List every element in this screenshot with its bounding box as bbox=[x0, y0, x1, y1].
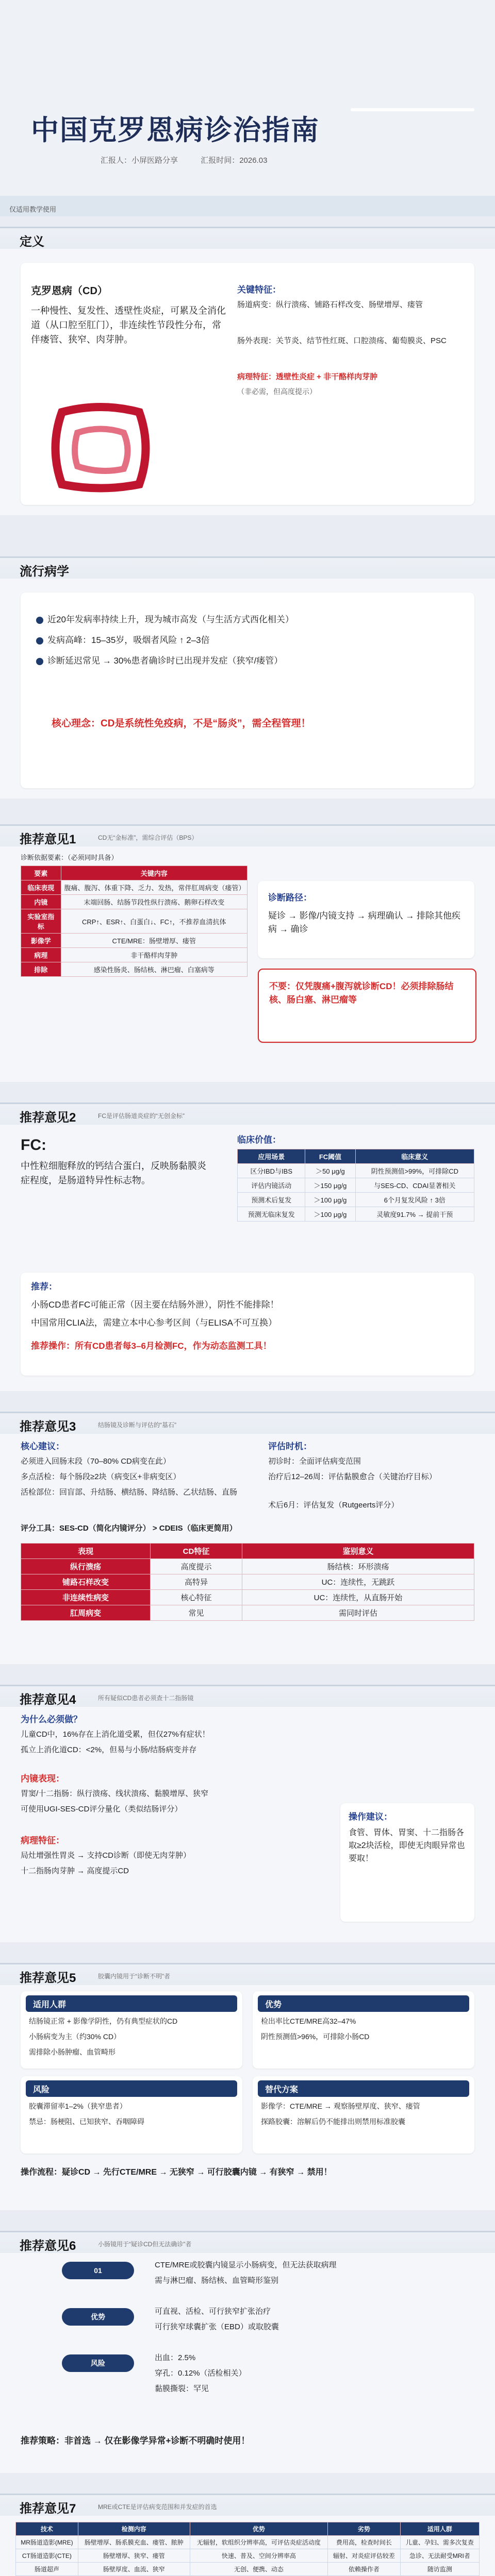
fc-label: FC: bbox=[21, 1137, 46, 1154]
section-subtitle: CD无“金标准”，需综合评估（BPS） bbox=[98, 834, 198, 841]
card-title: 优势 bbox=[258, 1995, 469, 2012]
diagnosis-table bbox=[21, 866, 248, 977]
warning-text: 不要：仅凭腹痛+腹泻就诊断CD！必须排除肠结核、肠白塞、淋巴瘤等 bbox=[269, 981, 454, 1005]
endo-1: 胃窦/十二指肠：纵行溃疡、线状溃疡、黏膜增厚、狭窄 bbox=[21, 1789, 209, 1798]
th-1: 关键内容 bbox=[61, 866, 247, 880]
section-rec2 bbox=[0, 1103, 495, 1391]
table-row: 实验室指标 CRP↑、ESR↑、白蛋白↓、FC↑，不推荐血清抗体 bbox=[21, 909, 248, 934]
section-subtitle: 结肠镜及诊断与评估的“基石” bbox=[98, 1421, 176, 1429]
table-row: 肛周病变 常见 需同时评估 bbox=[21, 1605, 474, 1621]
step-01: 01 bbox=[62, 2262, 134, 2279]
risk-2: 禁忌：肠梗阻、已知狭窄、吞咽障碍 bbox=[29, 2117, 144, 2126]
fc-table-title: 临床价值： bbox=[237, 1135, 281, 1145]
risk-1: 出血：2.5% bbox=[155, 2353, 196, 2362]
section-rec7 bbox=[0, 2494, 495, 2576]
indication-2: 需与淋巴瘤、肠结核、血管畸形鉴别 bbox=[155, 2276, 279, 2285]
card-title: 替代方案 bbox=[258, 2080, 469, 2097]
table-row: 内镜 末端回肠、结肠节段性纵行溃疡、鹅卵石样改变 bbox=[21, 895, 248, 909]
strength-1: 可直视、活检、可行狭窄扩张治疗 bbox=[155, 2307, 271, 2316]
path-title: 病理特征： bbox=[21, 1836, 64, 1845]
indication-2: 小肠病变为主（约30% CD） bbox=[29, 2032, 121, 2041]
card-advantages bbox=[253, 1991, 474, 2069]
epi-point-2: 发病高峰：15–35岁，吸烟者风险 ↑ 2–3倍 bbox=[36, 634, 210, 647]
core-3: 活检部位：回盲部、升结肠、横结肠、降结肠、乙状结肠、直肠 bbox=[21, 1488, 238, 1497]
tip-card bbox=[340, 1803, 474, 1922]
alternative-2: 探路胶囊：溶解后仍不能排出则禁用标准胶囊 bbox=[261, 2117, 405, 2126]
path-title: 诊断路径： bbox=[268, 893, 312, 903]
why-2: 孤立上消化道CD：<2%，但易与小肠/结肠病变并存 bbox=[21, 1745, 197, 1754]
section-title: 定义 bbox=[20, 235, 44, 249]
table-row: MR肠道造影(MRE) 肠壁增厚、肠系膜充血、瘘管、脓肿 无辐射，软组织分辨率高，可评估炎症活动度 费用高，检查时间长 儿童、孕妇、需多次复查 bbox=[16, 2536, 480, 2549]
endo-2: 可使用UGI-SES-CD评分量化（类似结肠评分） bbox=[21, 1805, 183, 1814]
fc-recs-card bbox=[21, 1273, 474, 1376]
path-1: 局灶增强性胃炎 → 支持CD诊断（即使无肉芽肿） bbox=[21, 1851, 191, 1860]
alternative-1: 影像学：CTE/MRE → 观察肠壁厚度、狭窄、瘘管 bbox=[261, 2102, 420, 2110]
section-subtitle: 小肠镜用于“疑诊CD但无法确诊”者 bbox=[98, 2241, 192, 2248]
table-title: 诊断依据要素：（必须同时具备） bbox=[21, 854, 118, 861]
why-title: 为什么必须做？ bbox=[21, 1715, 82, 1724]
table-row: 临床表现 腹痛、腹泻、体重下降、乏力、发热，常伴肛周病变（瘘管） bbox=[21, 880, 248, 895]
table-row: 肠道超声 肠壁厚度、血流、狭窄 无创、便携、动态 依赖操作者 随访监测 bbox=[16, 2563, 480, 2576]
indication-1: CTE/MRE或胶囊内镜显示小肠病变，但无法获取病理 bbox=[155, 2261, 337, 2269]
section-rec4 bbox=[0, 1685, 495, 1942]
section-subtitle: 所有疑似CD患者必须查十二指肠镜 bbox=[98, 1694, 194, 1702]
rec-3: 推荐操作：所有CD患者每3–6月检测FC，作为动态监测工具！ bbox=[31, 1341, 272, 1351]
rec-2: 中国常用CLIA法，需建立本中心参考区间（与ELISA不可互换） bbox=[31, 1318, 277, 1328]
table-row: 非连续性病变 核心特征 UC：连续性，从直肠开始 bbox=[21, 1590, 474, 1605]
feature-3-note: （非必需，但高度提示） bbox=[237, 387, 317, 396]
eval-3: 术后6月：评估复发（Rutgeerts评分） bbox=[268, 1501, 399, 1510]
table-row: 排除 感染性肠炎、肠结核、淋巴瘤、白塞病等 bbox=[21, 962, 248, 977]
section-title: 推荐意见7 bbox=[20, 2502, 76, 2516]
section-rec1 bbox=[0, 824, 495, 1082]
eval-2: 治疗后12–26周：评估黏膜愈合（关键治疗目标） bbox=[268, 1472, 437, 1481]
process-tip: 操作流程：疑诊CD → 先行CTE/MRE → 无狭窄 → 可行胶囊内镜 → 有狭窄 → 禁用！ bbox=[21, 2168, 332, 2177]
tip-text: 食管、胃体、胃窦、十二指肠各取≥2块活检，即使无肉眼异常也要取！ bbox=[349, 1828, 465, 1863]
epi-card bbox=[21, 592, 474, 788]
advantage-2: 阴性预测值>96%，可排除小肠CD bbox=[261, 2032, 370, 2041]
risk-pill: 风险 bbox=[62, 2354, 134, 2372]
definition-card bbox=[21, 263, 474, 505]
core-title: 核心建议： bbox=[21, 1442, 64, 1451]
card-title: 适用人群 bbox=[26, 1995, 237, 2012]
section-title: 流行病学 bbox=[20, 565, 69, 579]
section-subtitle: FC是评估肠道炎症的“无创金标” bbox=[98, 1112, 185, 1120]
epi-point-3: 诊断延迟常见 → 30%患者确诊时已出现并发症（狭窄/瘘管） bbox=[36, 654, 283, 668]
table-row: 铺路石样改变 高特异 UC：连续性，无跳跃 bbox=[21, 1574, 474, 1590]
section-subtitle: MRE或CTE是评估病变范围和并发症的首选 bbox=[98, 2503, 217, 2511]
card-indications bbox=[21, 1991, 242, 2069]
card-risks bbox=[21, 2076, 242, 2154]
risk-1: 胶囊滞留率1–2%（狭窄患者） bbox=[29, 2102, 127, 2110]
cd-name: 克罗恩病（CD） bbox=[31, 285, 108, 297]
report-date: 汇报时间：2026.03 bbox=[201, 156, 268, 165]
table-row: 预测术后复发 ＞100 μg/g 6个月复发风险 ↑ 3倍 bbox=[238, 1193, 474, 1207]
core-concept: 核心理念：CD是系统性免疫病，不是“肠炎”，需全程管理！ bbox=[52, 718, 311, 729]
card-title: 风险 bbox=[26, 2080, 237, 2097]
section-title: 推荐意见2 bbox=[20, 1111, 76, 1125]
section-rec5 bbox=[0, 1963, 495, 2210]
page-title: 中国克罗恩病诊治指南 bbox=[31, 115, 320, 146]
warning-card bbox=[258, 969, 476, 1043]
epi-point-1: 近20年发病率持续上升，现为城市高发（与生活方式西化相关） bbox=[36, 613, 294, 626]
cd-desc: 一种慢性、复发性、透壁性炎症，可累及全消化道（从口腔至肛门），非连续性节段性分布，常伴瘘管、狭窄、肉芽肿。 bbox=[31, 306, 226, 345]
rec-1: 小肠CD患者FC可能正常（因主要在结肠外泄），阴性不能排除！ bbox=[31, 1300, 279, 1310]
table-row: CT肠道造影(CTE) 肠壁增厚、狭窄、瘘管 快速、普及、空间分辨率高 辐射、对炎症评估较差 急诊、无法耐受MRI者 bbox=[16, 2549, 480, 2563]
imaging-table: 技术 检测内容 优势 劣势 适用人群 MR肠道造影(MRE) 肠壁增厚、肠系膜充血、瘘管、脓肿 无辐射，软组织分辨率高，可评估炎症活动度 费用高，检查时间长 儿童、孕妇、需多次复查 CT肠道造影(CTE) 肠壁增厚、狭窄、瘘管 快速、普及、空间分辨率高 辐射、对炎症评估较差 急诊、无法耐受MRI者 肠道超声 肠壁厚度、血流、狭窄 无创、便携、动态 依赖操作者 随访监测 bbox=[15, 2522, 480, 2576]
table-row: 区分IBD与IBS ＞50 μg/g 阴性预测值>99%，可排除CD bbox=[238, 1164, 474, 1178]
strength-2: 可行狭窄球囊扩张（EBD）或取胶囊 bbox=[155, 2323, 279, 2331]
why-1: 儿童CD中，16%存在上消化道受累，但仅27%有症状！ bbox=[21, 1730, 210, 1739]
path-2: 十二指肠肉芽肿 → 高度提示CD bbox=[21, 1867, 129, 1875]
card-alternatives bbox=[253, 2076, 474, 2154]
section-rec3 bbox=[0, 1412, 495, 1664]
section-definition bbox=[0, 227, 495, 515]
endo-title: 内镜表现： bbox=[21, 1774, 64, 1784]
hero-meta bbox=[101, 155, 288, 165]
section-title: 推荐意见3 bbox=[20, 1420, 76, 1434]
risk-3: 黏膜撕裂：罕见 bbox=[155, 2384, 209, 2393]
features-title: 关键特征： bbox=[237, 285, 281, 295]
section-title: 推荐意见4 bbox=[20, 1693, 76, 1707]
score-tools: 评分工具：SES-CD（简化内镜评分） > CDEIS（临床更简用） bbox=[21, 1524, 237, 1533]
diagnosis-path-card bbox=[258, 881, 474, 958]
endoscopy-table: 表现 CD特征 鉴别意义 纵行溃疡 高度提示 肠结核：环形溃疡 铺路石样改变 高特异 UC：连续性，无跳跃 非连续性病变 核心特征 UC：连续性，从直肠开始 肛周病变 常见 需同时评估 bbox=[21, 1543, 474, 1621]
risk-2: 穿孔：0.12%（活检相关） bbox=[155, 2369, 246, 2378]
eval-1: 初诊时：全面评估病变范围 bbox=[268, 1457, 361, 1466]
core-2: 多点活检：每个肠段≥2块（病变区+非病变区） bbox=[21, 1472, 181, 1481]
hero-band bbox=[0, 196, 495, 216]
section-subtitle: 胶囊内镜用于“诊断不明”者 bbox=[98, 1973, 170, 1980]
feature-2: 肠外表现：关节炎、结节性红斑、口腔溃疡、葡萄膜炎、PSC bbox=[237, 336, 447, 345]
usage-note: 仅适用教学使用 bbox=[9, 206, 57, 213]
fc-table: 应用场景 FC阈值 临床意义 区分IBD与IBS ＞50 μg/g 阴性预测值>99%，可排除CD 评估内镜活动 ＞150 μg/g 与SES-CD、CDAI显著相关 预测术后复发 ＞100 μg/g 6个月复发风险 ↑ 3倍 预测无临床复发 ＞100 μg/g 灵敏度91.7% → 提前干预 bbox=[237, 1149, 474, 1222]
reporter: 汇报人：小屏医路分享 bbox=[101, 156, 178, 165]
recs-title: 推荐： bbox=[31, 1282, 57, 1292]
fc-desc: 中性粒细胞释放的钙结合蛋白，反映肠黏膜炎症程度，是肠道特异性标志物。 bbox=[21, 1161, 206, 1185]
table-row: 评估内镜活动 ＞150 μg/g 与SES-CD、CDAI显著相关 bbox=[238, 1178, 474, 1193]
tip-title: 操作建议： bbox=[349, 1812, 392, 1822]
core-1: 必须进入回肠末段（70–80% CD病变在此） bbox=[21, 1457, 171, 1466]
strength-pill: 优势 bbox=[62, 2308, 134, 2326]
table-row: 病理 非干酪样肉芽肿 bbox=[21, 948, 248, 962]
indication-3: 需排除小肠肿瘤、血管畸形 bbox=[29, 2048, 116, 2056]
section-rec6 bbox=[0, 2231, 495, 2473]
hero bbox=[0, 0, 495, 216]
th-0: 要素 bbox=[21, 866, 61, 880]
table-row: 影像学 CTE/MRE：肠壁增厚、瘘管 bbox=[21, 934, 248, 948]
hero-decoration bbox=[351, 108, 474, 111]
indication-1: 结肠镜正常 + 影像学阴性，仍有典型症状的CD bbox=[29, 2017, 178, 2025]
eval-title: 评估时机： bbox=[268, 1442, 312, 1451]
advantage-1: 检出率比CTE/MRE高32–47% bbox=[261, 2017, 356, 2025]
intestine-illustration bbox=[41, 402, 160, 495]
strategy-tip: 推荐策略：非首选 → 仅在影像学异常+诊断不明确时使用！ bbox=[21, 2436, 250, 2446]
table-row: 纵行溃疡 高度提示 肠结核：环形溃疡 bbox=[21, 1559, 474, 1574]
section-epidemiology bbox=[0, 556, 495, 799]
feature-3: 病理特征：透壁性炎症 + 非干酪样肉芽肿 bbox=[237, 372, 378, 381]
section-title: 推荐意见1 bbox=[20, 833, 76, 846]
section-title: 推荐意见5 bbox=[20, 1971, 76, 1985]
diagnosis-path: 疑诊 → 影像/内镜支持 → 病理确认 → 排除其他疾病 → 确诊 bbox=[268, 911, 461, 935]
section-title: 推荐意见6 bbox=[20, 2239, 76, 2253]
feature-1: 肠道病变：纵行溃疡、铺路石样改变、肠壁增厚、瘘管 bbox=[237, 300, 423, 309]
table-row: 预测无临床复发 ＞100 μg/g 灵敏度91.7% → 提前干预 bbox=[238, 1207, 474, 1222]
